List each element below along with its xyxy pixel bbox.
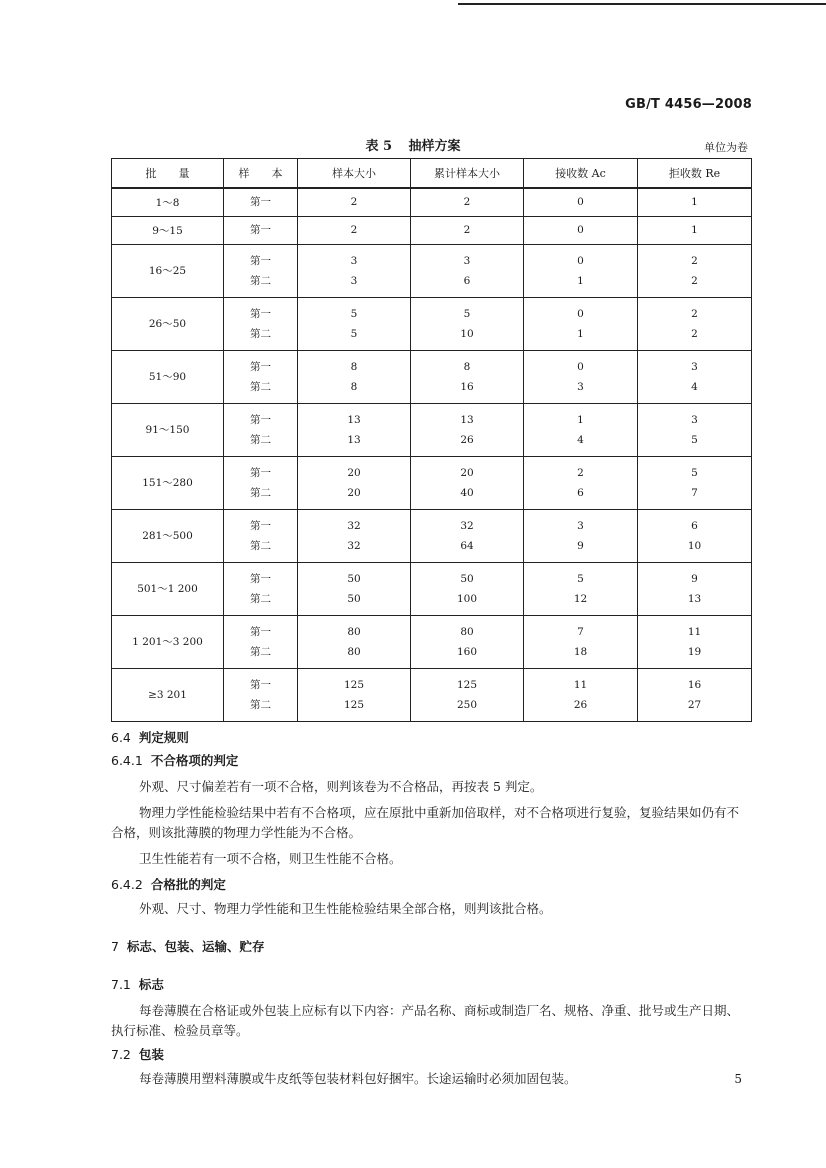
stage-value: 2 [691, 254, 698, 267]
stage-value: 第一 [250, 466, 271, 479]
stage-value: 4 [577, 433, 584, 446]
accept-cell [524, 297, 638, 350]
stage-value: 20 [460, 466, 474, 479]
cumulative-size-cell [411, 350, 524, 403]
stage-value: 3 [350, 254, 358, 267]
sample-size-cell [298, 297, 411, 350]
stage-value: 2 [577, 466, 584, 479]
stage-value: 160 [456, 645, 478, 658]
table-unit: 单位为卷 [704, 141, 748, 154]
sample-size-cell [298, 188, 411, 216]
sample-cell [224, 216, 298, 244]
sample-size-cell [298, 615, 411, 668]
sample-size-cell [298, 562, 411, 615]
table-row [112, 509, 752, 562]
accept-cell [524, 350, 638, 403]
cumulative-size-cell [411, 297, 524, 350]
sample-cell [224, 562, 298, 615]
table-row [112, 350, 752, 403]
reject-cell [638, 562, 752, 615]
stage-value: 3 [463, 254, 471, 267]
lot-cell: 151～280 [112, 456, 224, 509]
table-caption [0, 135, 826, 154]
accept-cell [524, 216, 638, 244]
stage-value: 第一 [250, 413, 271, 426]
stage-value: 2 [350, 224, 358, 236]
lot-cell: 1 201～3 200 [112, 615, 224, 668]
stage-value: 9 [691, 572, 698, 585]
stage-value: 26 [460, 433, 474, 446]
sample-cell [224, 244, 298, 297]
stage-value: 0 [577, 360, 584, 373]
stage-value: 13 [347, 433, 361, 446]
stage-value: 32 [347, 539, 361, 552]
reject-cell [638, 456, 752, 509]
stage-value: 0 [577, 254, 584, 267]
stage-value: 50 [347, 572, 361, 585]
reject-cell [638, 350, 752, 403]
stage-value: 40 [460, 486, 474, 499]
stage-value: 6 [577, 486, 584, 499]
sample-cell [224, 668, 298, 721]
stage-value: 3 [577, 380, 584, 393]
stage-value: 5 [691, 466, 698, 479]
section-text [111, 728, 751, 1089]
stage-value: 2 [691, 307, 698, 320]
table-row [112, 188, 752, 216]
stage-value: 250 [456, 698, 478, 711]
stage-value: 1 [577, 274, 584, 287]
stage-value: 50 [347, 592, 361, 605]
table-title: 抽样方案 [408, 139, 461, 154]
table-row [112, 615, 752, 668]
sample-cell [224, 297, 298, 350]
accept-cell [524, 188, 638, 216]
heading-6-4-1: 6.4.1 不合格项的判定 [111, 753, 239, 768]
stage-value: 6 [463, 274, 471, 287]
stage-value: 19 [687, 645, 702, 658]
stage-value: 2 [463, 224, 471, 236]
stage-value: 第一 [250, 254, 271, 267]
cumulative-size-cell [411, 615, 524, 668]
cumulative-size-cell [411, 244, 524, 297]
stage-value: 2 [463, 196, 471, 209]
sample-size-cell [298, 456, 411, 509]
stage-value: 16 [460, 380, 474, 393]
stage-value: 32 [347, 519, 361, 532]
table-row [112, 668, 752, 721]
stage-value: 20 [347, 466, 361, 479]
stage-value: 50 [460, 572, 474, 585]
stage-value: 125 [343, 678, 365, 691]
table-row [112, 297, 752, 350]
stage-value: 0 [577, 196, 584, 209]
reject-cell [638, 668, 752, 721]
paragraph: 每卷薄膜在合格证或外包装上应标有以下内容：产品名称、商标或制造厂名、规格、净重、批号或生产日期、执行标准、检验员章等。 [111, 1003, 740, 1038]
accept-cell [524, 403, 638, 456]
stage-value: 4 [691, 380, 698, 393]
stage-value: 26 [573, 698, 588, 711]
stage-value: 3 [577, 519, 584, 532]
heading-7-1: 7.1 标志 [111, 977, 164, 992]
stage-value: 13 [347, 413, 361, 426]
stage-value: 6 [691, 519, 698, 532]
stage-value: 2 [350, 196, 358, 209]
stage-value: 0 [577, 224, 584, 236]
heading-7: 7 标志、包装、运输、贮存 [111, 939, 265, 954]
stage-value: 27 [687, 698, 702, 711]
stage-value: 11 [687, 625, 702, 638]
lot-cell: 16～25 [112, 244, 224, 297]
stage-value: 第二 [250, 327, 271, 340]
cumulative-size-cell [411, 509, 524, 562]
sample-size-cell [298, 350, 411, 403]
stage-value: 第二 [250, 380, 271, 393]
accept-cell [524, 562, 638, 615]
stage-value: 1 [691, 196, 698, 209]
stage-value: 第一 [250, 572, 271, 585]
stage-value: 第二 [250, 433, 271, 446]
table-row [112, 456, 752, 509]
stage-value: 第二 [250, 486, 271, 499]
heading-6-4-2: 6.4.2 合格批的判定 [111, 877, 226, 892]
heading-7-2: 7.2 包装 [111, 1047, 164, 1062]
stage-value: 5 [350, 327, 358, 340]
sample-size-cell [298, 509, 411, 562]
stage-value: 11 [573, 678, 588, 691]
reject-cell [638, 403, 752, 456]
stage-value: 7 [691, 486, 698, 499]
stage-value: 第一 [250, 678, 271, 691]
page-number: 5 [734, 1072, 742, 1086]
stage-value: 10 [460, 327, 474, 340]
sample-cell [224, 188, 298, 216]
sample-cell [224, 350, 298, 403]
accept-cell [524, 509, 638, 562]
stage-value: 第一 [250, 625, 271, 638]
stage-value: 7 [577, 625, 584, 638]
table-row [112, 562, 752, 615]
stage-value: 80 [347, 625, 361, 638]
col-header-accept: 接收数 Ac [524, 159, 638, 189]
reject-cell [638, 188, 752, 216]
stage-value: 1 [577, 327, 584, 340]
cumulative-size-cell [411, 668, 524, 721]
stage-value: 第二 [250, 698, 271, 711]
sample-cell [224, 509, 298, 562]
sample-size-cell [298, 244, 411, 297]
table-row [112, 244, 752, 297]
top-rule [458, 3, 826, 5]
table-row [112, 216, 752, 244]
stage-value: 第二 [250, 274, 271, 287]
lot-cell: 9～15 [112, 216, 224, 244]
lot-cell: 281～500 [112, 509, 224, 562]
accept-cell [524, 244, 638, 297]
stage-value: 80 [460, 625, 474, 638]
stage-value: 100 [456, 592, 478, 605]
table-number: 表 5 [365, 139, 393, 154]
stage-value: 13 [687, 592, 702, 605]
lot-cell: 91～150 [112, 403, 224, 456]
sampling-plan-table [111, 158, 752, 722]
table-row [112, 403, 752, 456]
stage-value: 20 [347, 486, 361, 499]
stage-value: 10 [687, 539, 702, 552]
paragraph: 外观、尺寸偏差若有一项不合格，则判该卷为不合格品，再按表 5 判定。 [139, 779, 543, 794]
col-header-cumulative-size: 累计样本大小 [411, 159, 524, 189]
col-header-lot: 批 量 [112, 159, 224, 189]
stage-value: 0 [577, 307, 584, 320]
stage-value: 18 [573, 645, 588, 658]
heading-6-4: 6.4 判定规则 [111, 730, 189, 745]
stage-value: 8 [463, 360, 471, 373]
stage-value: 16 [687, 678, 702, 691]
stage-value: 3 [691, 360, 698, 373]
sample-cell [224, 403, 298, 456]
accept-cell [524, 456, 638, 509]
reject-cell [638, 244, 752, 297]
reject-cell [638, 297, 752, 350]
stage-value: 1 [691, 224, 698, 236]
cumulative-size-cell [411, 216, 524, 244]
stage-value: 32 [460, 519, 474, 532]
stage-value: 2 [691, 327, 698, 340]
lot-cell: 501～1 200 [112, 562, 224, 615]
col-header-reject: 拒收数 Re [638, 159, 752, 189]
stage-value: 12 [573, 592, 588, 605]
stage-value: 第一 [250, 307, 271, 320]
stage-value: 2 [691, 274, 698, 287]
reject-cell [638, 216, 752, 244]
lot-cell: ≥3 201 [112, 668, 224, 721]
stage-value: 8 [350, 380, 358, 393]
stage-value: 第二 [250, 645, 271, 658]
stage-value: 3 [691, 413, 698, 426]
stage-value: 3 [350, 274, 358, 287]
stage-value: 5 [577, 572, 584, 585]
paragraph: 每卷薄膜用塑料薄膜或牛皮纸等包装材料包好捆牢。长途运输时必须加固包装。 [139, 1071, 577, 1086]
sample-size-cell [298, 403, 411, 456]
stage-value: 64 [460, 539, 474, 552]
stage-value: 第一 [250, 196, 271, 209]
stage-value: 1 [577, 413, 584, 426]
lot-cell: 26～50 [112, 297, 224, 350]
sample-size-cell [298, 668, 411, 721]
paragraph: 外观、尺寸、物理力学性能和卫生性能检验结果全部合格，则判该批合格。 [139, 901, 552, 916]
stage-value: 5 [691, 433, 698, 446]
stage-value: 第一 [250, 519, 271, 532]
sample-cell [224, 615, 298, 668]
reject-cell [638, 509, 752, 562]
cumulative-size-cell [411, 456, 524, 509]
stage-value: 125 [456, 678, 478, 691]
stage-value: 5 [463, 307, 471, 320]
stage-value: 125 [343, 698, 365, 711]
stage-value: 第二 [250, 539, 271, 552]
sample-cell [224, 456, 298, 509]
lot-cell: 1～8 [112, 188, 224, 216]
lot-cell: 51～90 [112, 350, 224, 403]
stage-value: 80 [347, 645, 361, 658]
stage-value: 第一 [250, 360, 271, 373]
stage-value: 第二 [250, 592, 271, 605]
sample-size-cell [298, 216, 411, 244]
paragraph: 卫生性能若有一项不合格，则卫生性能不合格。 [139, 851, 402, 866]
cumulative-size-cell [411, 188, 524, 216]
accept-cell [524, 615, 638, 668]
cumulative-size-cell [411, 562, 524, 615]
table-header-row [112, 159, 752, 189]
stage-value: 第一 [250, 224, 271, 236]
cumulative-size-cell [411, 403, 524, 456]
accept-cell [524, 668, 638, 721]
col-header-sample-size: 样本大小 [298, 159, 411, 189]
stage-value: 8 [350, 360, 358, 373]
stage-value: 5 [350, 307, 358, 320]
paragraph: 物理力学性能检验结果中若有不合格项，应在原批中重新加倍取样，对不合格项进行复验，复验结果如仍有不合格，则该批薄膜的物理力学性能为不合格。 [111, 805, 740, 840]
reject-cell [638, 615, 752, 668]
col-header-sample: 样 本 [224, 159, 298, 189]
stage-value: 9 [577, 539, 584, 552]
stage-value: 13 [460, 413, 474, 426]
standard-number: GB/T 4456—2008 [625, 97, 752, 112]
